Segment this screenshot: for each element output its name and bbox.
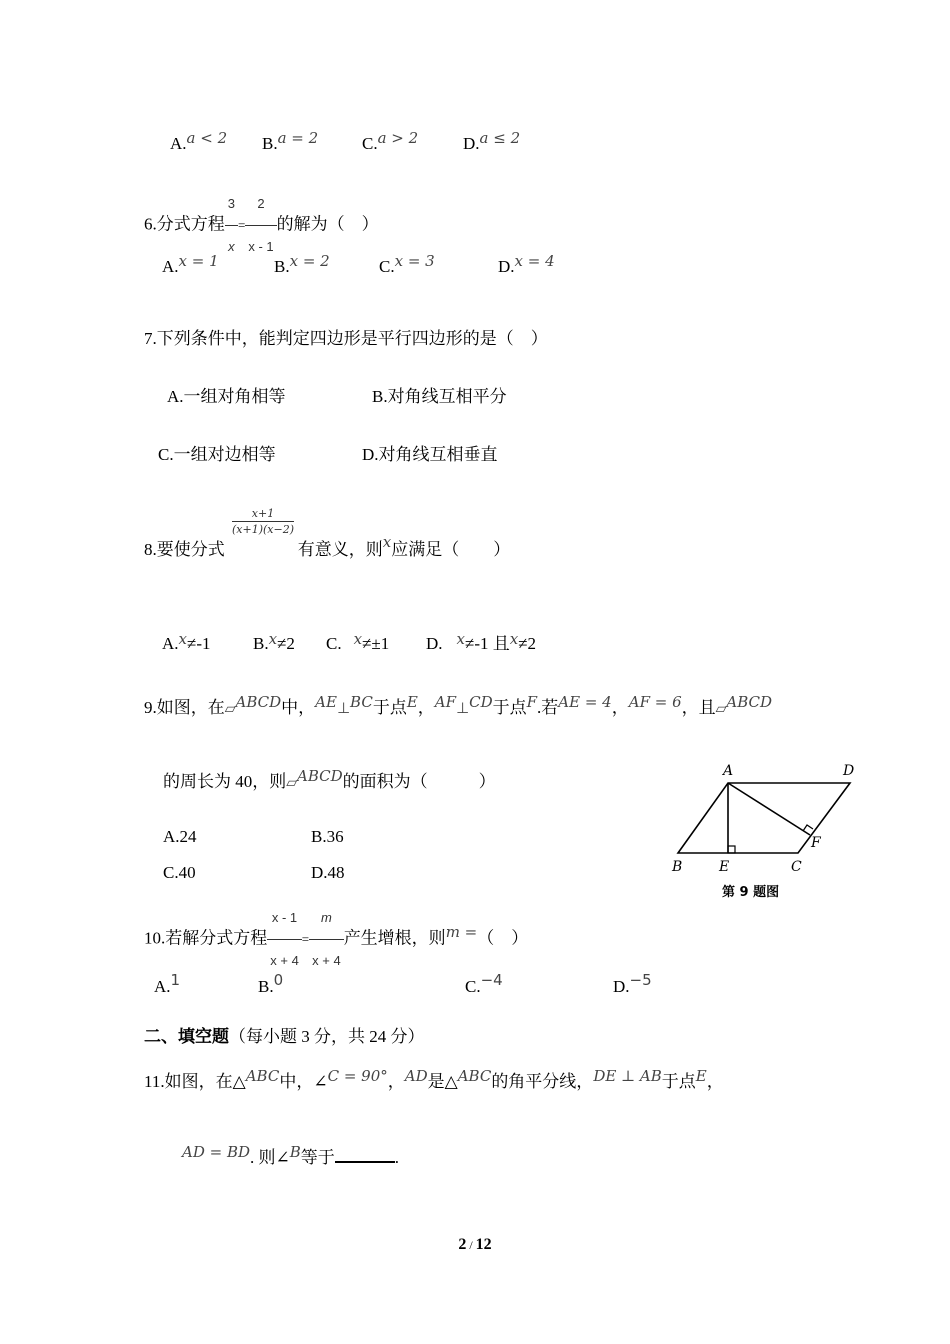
q8-option-d: [426, 630, 537, 653]
q6-option-c-math: x = 3: [394, 252, 435, 270]
q9-t5: ，且: [681, 698, 716, 717]
q10-option-c-label: C.: [465, 977, 481, 996]
q10-option-b: [258, 971, 284, 996]
q9-perp-1: ⊥: [336, 699, 351, 717]
q10-option-d-math: −5: [629, 971, 652, 989]
q11-ad-eq-bd: AD = BD: [182, 1143, 251, 1161]
q8-option-b-rest: ≠2: [277, 634, 295, 653]
q8-option-d-label: D.: [426, 634, 443, 653]
q10-frac2-den: x + 4: [312, 953, 341, 968]
q9-e: E: [406, 693, 418, 711]
q9-abcd-1: ABCD: [235, 693, 282, 711]
parallelogram-icon: ▱: [715, 701, 727, 717]
q8-var-x: x: [382, 533, 392, 551]
q8-mid: 有意义，则: [297, 540, 383, 559]
q7-option-a-text: 一组对角相等: [183, 387, 286, 406]
point-label-b: B: [672, 859, 683, 875]
q5-option-c: [362, 129, 419, 153]
q6-fraction-1: [225, 184, 238, 267]
q5-option-b-math: a = 2: [277, 129, 319, 147]
q10-stem: [144, 898, 528, 981]
q9-figure: [660, 755, 870, 905]
q6-frac1-num: 3: [225, 184, 238, 226]
q8-option-a-var: x: [178, 630, 187, 648]
q6-option-b-label: B.: [274, 257, 290, 276]
q7-option-d-text: 对角线互相垂直: [378, 445, 498, 464]
q11-b: B: [289, 1143, 301, 1161]
q5-option-a-math: a < 2: [186, 129, 228, 147]
parallelogram-icon: ▱: [286, 775, 298, 791]
q10-frac1-den: x + 4: [270, 953, 299, 968]
q9-prefix: 9.如图，在: [144, 698, 225, 717]
q10-option-c: [465, 971, 503, 996]
q11-e: E: [695, 1067, 707, 1085]
q8-option-d-rest: ≠-1 且: [465, 634, 510, 653]
q9-option-d-label: D.: [311, 863, 328, 882]
page-total: 12: [475, 1236, 492, 1253]
q7-option-d: [362, 446, 498, 463]
q8-option-d-var: x: [456, 630, 465, 648]
q10-m-eq: m =: [445, 923, 478, 942]
q7-option-c: [158, 446, 276, 463]
parallelogram-abcd: [678, 783, 850, 853]
q6-option-c: [379, 252, 435, 276]
q5-option-d-label: D.: [463, 134, 480, 153]
q10-option-a-math: 1: [170, 971, 181, 989]
q9-t2: 于点: [372, 698, 407, 717]
q9-option-b-label: B.: [311, 827, 327, 846]
q8-option-c: [326, 630, 390, 653]
q8-option-c-label: C.: [326, 634, 342, 653]
point-label-f: F: [811, 835, 821, 851]
q6-option-a-label: A.: [162, 257, 179, 276]
q5-option-a: [170, 129, 228, 153]
q8-stem: [144, 533, 511, 559]
q11-t6: 等于: [300, 1148, 335, 1167]
q9-t1: 中，: [281, 698, 316, 717]
q10-frac2-num: m: [309, 898, 344, 940]
q9-perp-2: ⊥: [456, 699, 470, 717]
q6-option-b: [274, 252, 330, 276]
q11-abc-1: ABC: [245, 1067, 280, 1085]
q10-frac1-num: x - 1: [267, 898, 302, 940]
q9-t4: .若: [537, 698, 559, 717]
q6-option-b-math: x = 2: [289, 252, 330, 270]
q9-option-d: [311, 864, 345, 881]
q9-bc: BC: [350, 693, 373, 711]
parallelogram-icon: ▱: [224, 701, 236, 717]
q8-option-b-label: B.: [253, 634, 269, 653]
q6-suffix: 的解为（ ）: [276, 214, 379, 234]
q7-stem: 7.下列条件中，能判定四边形是平行四边形的是（ ）: [144, 329, 548, 348]
q9-comma-2: ，: [611, 698, 629, 717]
q10-option-c-math: −4: [480, 971, 503, 989]
q8-option-d-var2: x: [509, 630, 519, 648]
q7-option-a: [167, 388, 286, 405]
q11-stem-line2: [182, 1143, 400, 1167]
q8-option-d-rest2: ≠2: [518, 634, 537, 653]
q10-option-b-math: 0: [273, 971, 284, 989]
q9-line2a: 的周长为 40，则: [163, 772, 287, 791]
q6-option-d-label: D.: [498, 257, 515, 276]
q11-comma-1: ，: [387, 1072, 405, 1091]
q7-option-b-text: 对角线互相平分: [387, 387, 507, 406]
page-number: [0, 1237, 950, 1253]
q11-t2: 是△: [427, 1072, 458, 1091]
q11-stem-line1: [144, 1067, 724, 1091]
q5-option-b: [262, 129, 319, 153]
q9-option-c: [163, 864, 196, 881]
q6-frac1-den: x: [228, 239, 235, 254]
q8-option-a: [162, 630, 211, 653]
q11-t5: . 则∠: [250, 1148, 290, 1167]
q9-comma-1: ，: [417, 698, 435, 717]
q8-fraction: [232, 508, 294, 535]
segment-af: [728, 783, 810, 835]
answer-blank[interactable]: [335, 1147, 395, 1163]
q9-af-eq-6: AF = 6: [628, 693, 682, 711]
q8-option-b: [253, 630, 295, 653]
q8-option-b-var: x: [268, 630, 278, 648]
section-note: （每小题 3 分，共 24 分）: [229, 1027, 425, 1046]
section-heading: [144, 1028, 425, 1045]
q11-t4: 于点: [661, 1072, 696, 1091]
q8-frac-den: (x+1)(x−2): [232, 523, 295, 536]
q6-option-c-label: C.: [379, 257, 395, 276]
q8-suffix: 应满足（ ）: [391, 540, 511, 559]
q11-c-eq-90: C = 90°: [327, 1067, 388, 1085]
q9-ae: AE: [315, 693, 337, 711]
q10-option-a-label: A.: [154, 977, 171, 996]
q10-option-d: [613, 971, 652, 996]
q6-eq: =: [237, 217, 246, 233]
q10-option-a: [154, 971, 181, 996]
q9-option-d-text: 48: [327, 863, 345, 882]
q11-t3: 的角平分线，: [491, 1072, 594, 1091]
q7-option-c-text: 一组对边相等: [173, 445, 276, 464]
q6-prefix: 6.分式方程: [144, 214, 225, 234]
q11-prefix: 11.如图，在△: [144, 1072, 246, 1091]
q8-option-a-rest: ≠-1: [187, 634, 211, 653]
q9-cd: CD: [469, 693, 493, 711]
q9-t3: 于点: [492, 698, 527, 717]
point-label-a: A: [723, 763, 734, 779]
q8-frac-num: x+1: [232, 508, 294, 522]
section-title: 二、填空题: [144, 1027, 229, 1046]
q7-option-d-label: D.: [362, 445, 379, 464]
page-separator: /: [466, 1238, 476, 1252]
q11-end: .: [394, 1148, 400, 1167]
q10-suffix: （ ）: [477, 928, 529, 948]
q10-fraction-2: [309, 898, 344, 981]
right-angle-mark-f: [803, 825, 813, 831]
point-label-e: E: [719, 859, 730, 875]
q5-option-c-label: C.: [362, 134, 378, 153]
q11-ad: AD: [404, 1067, 428, 1085]
q10-prefix: 10.若解分式方程: [144, 928, 268, 948]
q8-option-a-label: A.: [162, 634, 179, 653]
q6-fraction-2: [245, 184, 276, 267]
q8-option-c-var: x: [353, 630, 363, 648]
figure-caption: 第 9 题图: [722, 885, 780, 900]
q9-option-a-label: A.: [163, 827, 180, 846]
q8-prefix: 8.要使分式: [144, 540, 225, 559]
q9-option-a-text: 24: [179, 827, 197, 846]
q11-de-perp-ab: DE ⊥ AB: [593, 1067, 662, 1085]
q9-option-c-text: 40: [178, 863, 196, 882]
q9-option-b: [311, 828, 344, 845]
right-angle-mark-e: [728, 846, 735, 853]
q7-option-a-label: A.: [167, 387, 184, 406]
q9-stem-line1: [144, 693, 773, 717]
q6-option-d-math: x = 4: [514, 252, 555, 270]
q5-option-d: [463, 129, 521, 153]
q10-mid: 产生增根，则: [343, 928, 446, 948]
q5-option-b-label: B.: [262, 134, 278, 153]
q6-frac2-den: x - 1: [248, 239, 274, 254]
q7-option-b-label: B.: [372, 387, 388, 406]
q9-stem-line2: [163, 767, 496, 791]
q5-option-d-math: a ≤ 2: [479, 129, 521, 147]
q9-option-c-label: C.: [163, 863, 179, 882]
q11-comma-2: ，: [706, 1072, 724, 1091]
q6-option-a: [162, 252, 219, 276]
q8-option-c-rest: ≠±1: [362, 634, 390, 653]
q9-ae-eq-4: AE = 4: [558, 693, 612, 711]
point-label-c: C: [791, 859, 802, 875]
q6-frac2-num: 2: [245, 184, 276, 226]
q9-abcd-3: ABCD: [297, 767, 343, 785]
q6-option-a-math: x = 1: [178, 252, 219, 270]
q5-option-c-math: a > 2: [377, 129, 419, 147]
q5-option-a-label: A.: [170, 134, 187, 153]
point-label-d: D: [843, 763, 855, 779]
q7-option-b: [372, 388, 507, 405]
q10-eq: =: [301, 931, 310, 947]
page-current: 2: [458, 1236, 467, 1253]
q9-f: F: [526, 693, 538, 711]
q9-abcd-2: ABCD: [726, 693, 773, 711]
q9-line2b: 的面积为（ ）: [342, 772, 496, 791]
q9-af: AF: [434, 693, 457, 711]
q11-abc-2: ABC: [457, 1067, 492, 1085]
q7-option-c-label: C.: [158, 445, 174, 464]
q11-t1: 中，∠: [279, 1072, 328, 1091]
q10-fraction-1: [267, 898, 302, 981]
q10-option-d-label: D.: [613, 977, 630, 996]
q6-option-d: [498, 252, 555, 276]
q9-option-b-text: 36: [326, 827, 344, 846]
q9-option-a: [163, 828, 197, 845]
q10-option-b-label: B.: [258, 977, 274, 996]
